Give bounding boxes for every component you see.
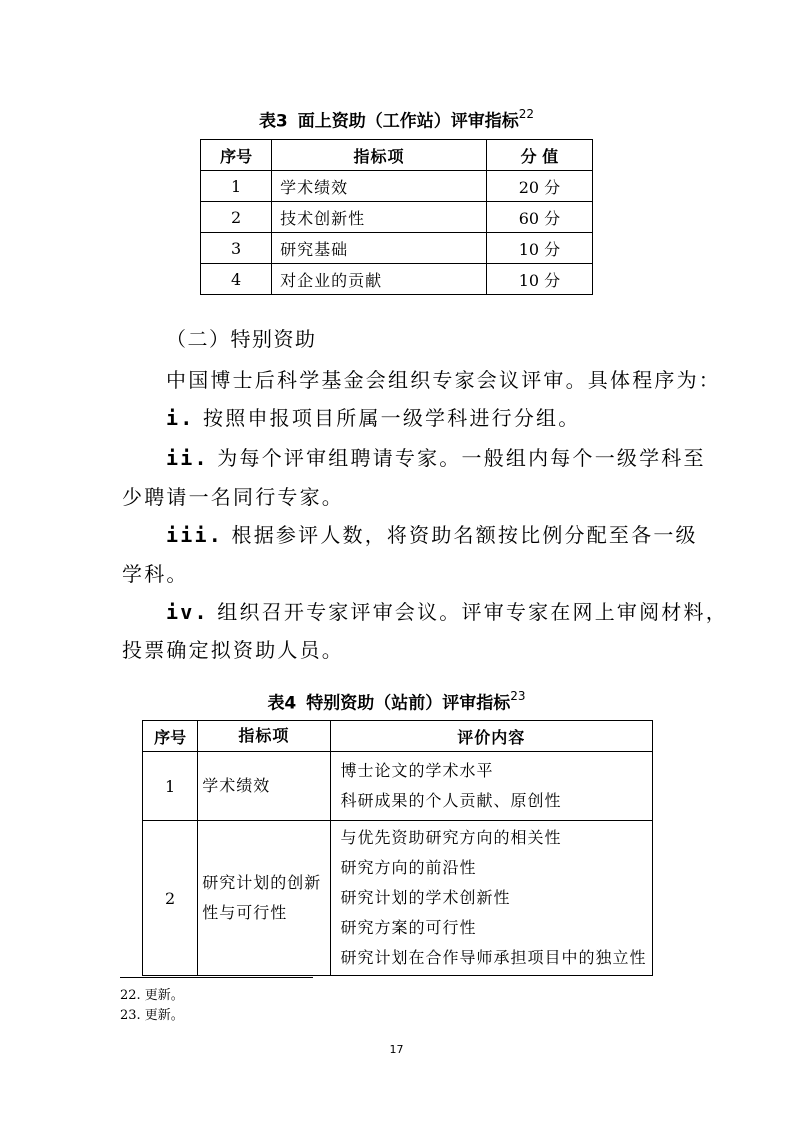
- content-line: 研究方案的可行性: [340, 918, 477, 937]
- table4-header-item: 指标项: [198, 721, 330, 752]
- content-line: 研究方向的前沿性: [340, 858, 477, 877]
- table4-cell-item: [198, 752, 330, 821]
- step-text: 组织召开专家评审会议。评审专家在网上审阅材料，: [217, 600, 728, 624]
- step-number: iii.: [166, 523, 223, 547]
- table-row: [143, 752, 653, 821]
- content-line: 科研成果的个人贡献、原创性: [340, 791, 562, 810]
- table3-cell-score: 20 分: [486, 171, 592, 202]
- step-text: 按照申报项目所属一级学科进行分组。: [203, 406, 581, 430]
- table3-cell-score: 10 分: [486, 233, 592, 264]
- table4-cell-content: [330, 821, 652, 976]
- table3-cell-item: 研究基础: [272, 233, 487, 264]
- step-iv: [166, 600, 728, 624]
- step-number: iv.: [166, 600, 209, 624]
- item-line: 学术绩效: [202, 776, 271, 795]
- table3-header-score: 分 值: [486, 140, 592, 171]
- step-number: i.: [166, 406, 195, 430]
- table3: [200, 139, 593, 295]
- table4-header-row: [143, 721, 653, 752]
- table3-header-item: 指标项: [272, 140, 487, 171]
- table4-header-no: 序号: [143, 721, 198, 752]
- step-ii: [166, 446, 706, 470]
- table3-caption: [0, 105, 793, 133]
- step-iii: [166, 523, 698, 547]
- table4-cell-no: 1: [143, 752, 198, 821]
- table3-footnote-ref: 22: [518, 107, 535, 121]
- step-text: 为每个评审组聘请专家。一般组内每个一级学科至: [217, 446, 706, 470]
- table4-header-content: 评价内容: [330, 721, 652, 752]
- table-row: [201, 264, 593, 295]
- table4-cell-item: [198, 821, 330, 976]
- section-heading: （二）特别资助: [166, 327, 317, 351]
- table4-caption: [0, 687, 793, 715]
- table4-cell-no: 2: [143, 821, 198, 976]
- table3-cell-score: 10 分: [486, 264, 592, 295]
- table4: [142, 720, 653, 976]
- step-ii-continuation: 少聘请一名同行专家。: [122, 485, 344, 509]
- item-line: 性与可行性: [202, 903, 288, 922]
- step-iv-continuation: 投票确定拟资助人员。: [122, 638, 344, 662]
- page-number: 17: [389, 1043, 404, 1056]
- table3-cell-no: 2: [201, 202, 272, 233]
- table3-header-row: [201, 140, 593, 171]
- footnote-22: 22. 更新。: [120, 988, 184, 1003]
- table3-cell-no: 4: [201, 264, 272, 295]
- table-row: [201, 171, 593, 202]
- footnote-divider: [120, 977, 313, 978]
- table3-cell-score: 60 分: [486, 202, 592, 233]
- table3-title: 面上资助（工作站）评审指标: [297, 111, 519, 132]
- table4-label: 表4: [267, 693, 297, 714]
- table3-label: 表3: [258, 111, 288, 132]
- step-i: [166, 406, 580, 430]
- step-iii-continuation: 学科。: [122, 562, 189, 586]
- footnote-23: 23. 更新。: [120, 1008, 184, 1023]
- table-row: [143, 821, 653, 976]
- table-row: [201, 202, 593, 233]
- item-line: 研究计划的创新: [202, 873, 322, 892]
- content-line: 与优先资助研究方向的相关性: [340, 828, 562, 847]
- step-text: 根据参评人数，将资助名额按比例分配至各一级: [231, 523, 698, 547]
- table3-cell-item: 学术绩效: [272, 171, 487, 202]
- content-line: 博士论文的学术水平: [340, 761, 494, 780]
- content-line: 研究计划在合作导师承担项目中的独立性: [340, 948, 647, 967]
- table3-cell-item: 技术创新性: [272, 202, 487, 233]
- table3-header-no: 序号: [201, 140, 272, 171]
- step-number: ii.: [166, 446, 209, 470]
- table4-footnote-ref: 23: [510, 689, 526, 703]
- table4-title: 特别资助（站前）评审指标: [306, 693, 511, 714]
- content-line: 研究计划的学术创新性: [340, 888, 511, 907]
- table3-cell-no: 3: [201, 233, 272, 264]
- table-row: [201, 233, 593, 264]
- table3-cell-no: 1: [201, 171, 272, 202]
- table4-cell-content: [330, 752, 652, 821]
- table3-cell-item: 对企业的贡献: [272, 264, 487, 295]
- section-intro: 中国博士后科学基金会组织专家会议评审。具体程序为：: [166, 368, 721, 392]
